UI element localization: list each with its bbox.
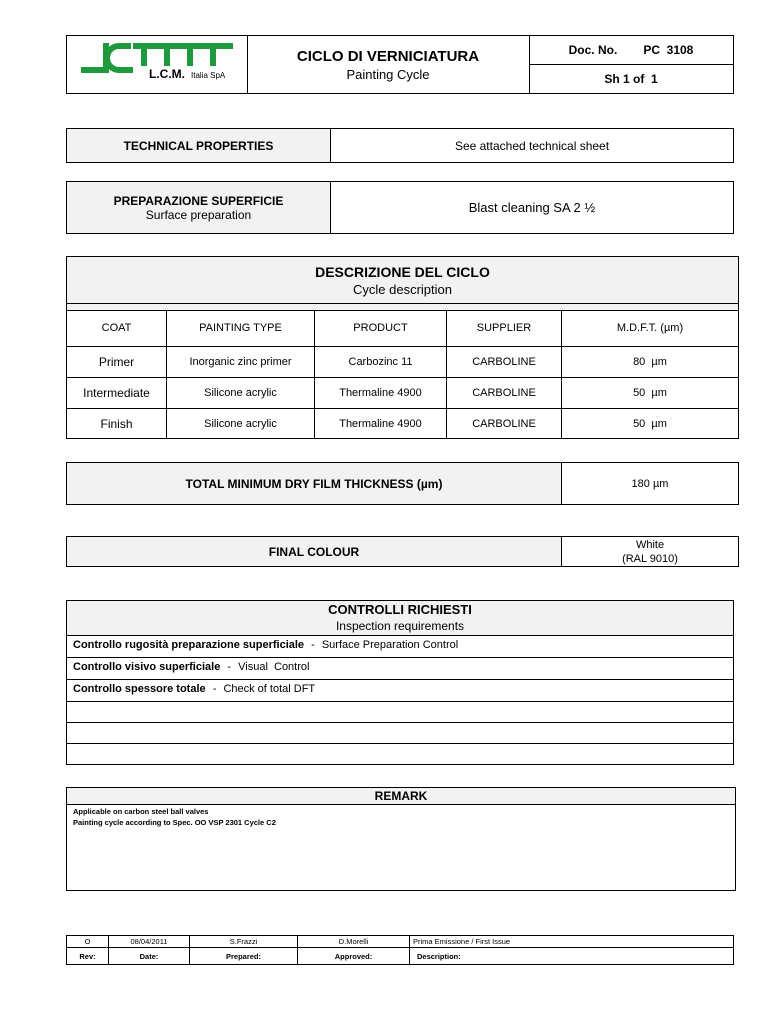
inspection-item-en: Visual Control [238,661,310,673]
inspection-item-en: Surface Preparation Control [321,639,459,651]
technical-properties-row [66,128,734,163]
surface-preparation-value: Blast cleaning SA 2 ½ [468,200,596,215]
inspection-header [67,601,733,635]
final-colour-label: FINAL COLOUR [67,537,561,566]
logo-text: L.C.M. [149,67,185,81]
table-row-mdft: 80 µm [633,356,667,368]
remark-line: Painting cycle according to Spec. OO VSP 2301 Cycle C2 [73,818,276,827]
table-row-product: Thermaline 4900 [339,387,422,399]
document-title: CICLO DI VERNICIATURA [296,47,480,65]
cycle-header [67,257,738,303]
technical-properties-label: TECHNICAL PROPERTIES [67,129,330,162]
revision-label-prepared: Prepared: [225,951,261,961]
inspection-item-en: Check of total DFT [223,683,316,695]
table-row-product: Carbozinc 11 [348,356,413,368]
surface-preparation-label-it: PREPARAZIONE SUPERFICIE [113,193,284,208]
table-row-mdft: 50 µm [633,387,667,399]
technical-properties-value-text: See attached technical sheet [454,138,610,153]
company-logo [67,36,247,93]
row-divider [67,657,733,658]
row-divider [67,722,733,723]
column-header-supplier: SUPPLIER [476,322,532,334]
row-divider [67,701,733,702]
column-header-mdft: M.D.F.T. (µm) [616,322,684,334]
row-divider [67,679,733,680]
inspection-item-separator: - [212,683,217,695]
inspection-item-it: Controllo visivo superficiale [73,661,221,673]
cycle-subtitle: Cycle description [353,281,452,297]
list-item [73,683,315,695]
remark-line: Applicable on carbon steel ball valves [73,807,209,816]
total-dft-row [66,462,739,505]
cycle-title: DESCRIZIONE DEL CICLO [315,263,490,280]
column-header-product: PRODUCT [353,322,408,334]
revision-label-description: Description: [417,951,461,961]
document-header [66,35,734,94]
column-header-coat: COAT [101,322,132,334]
final-colour-row [66,536,739,567]
table-row-coat: Finish [100,416,133,431]
final-colour-value [562,537,738,566]
table-row-supplier: CARBOLINE [472,387,536,399]
table-row-mdft: 50 µm [633,417,667,430]
inspection-item-separator: - [311,639,315,651]
revision-label-rev: Rev: [79,951,96,961]
revision-prepared: S.Frazzi [229,937,258,946]
table-row-type: Silicone acrylic [204,387,277,399]
document-subtitle: Painting Cycle [346,66,430,82]
column-divider [409,936,410,964]
table-row-supplier: CARBOLINE [472,417,536,430]
surface-preparation-label-en: Surface preparation [145,207,252,222]
surface-preparation-row [66,181,734,234]
table-row-type: Silicone acrylic [204,417,277,430]
list-item [73,639,458,651]
row-divider [67,635,733,636]
table-row-coat: Intermediate [83,386,150,400]
revision-table [66,935,734,965]
row-divider [67,743,733,744]
column-header-painting-type: PAINTING TYPE [199,322,282,334]
title-cell [247,36,529,93]
final-colour-name: White [635,538,665,551]
doc-number-cell [529,36,733,64]
lcm-logo-graphic [67,36,247,93]
table-row-product: Thermaline 4900 [339,417,422,430]
remark-title: REMARK [67,788,735,805]
final-colour-ral: (RAL 9010) [622,552,678,565]
revision-number: O [84,937,91,946]
technical-properties-value [331,129,733,162]
revision-label-approved: Approved: [334,951,373,961]
table-row-coat: Primer [98,355,135,369]
doc-number-value: PC 3108 [643,43,694,57]
total-dft-value: 180 µm [631,477,669,490]
inspection-requirements-table [66,600,734,765]
list-item [73,661,309,673]
remark-box [66,787,736,891]
total-dft-label: TOTAL MINIMUM DRY FILM THICKNESS (µm) [67,463,561,504]
revision-approved: D.Morelli [338,937,369,946]
sheet-number: Sh 1 of 1 [604,71,658,86]
inspection-title: CONTROLLI RICHIESTI [328,602,472,617]
table-row-type: Inorganic zinc primer [189,356,292,368]
revision-description: Prima Emissione / First Issue [413,937,511,946]
revision-label-date: Date: [139,951,159,961]
inspection-item-it: Controllo rugosità preparazione superficiale [73,639,305,651]
inspection-item-separator: - [227,661,232,673]
logo-company: Italia SpA [191,71,226,80]
inspection-item-it: Controllo spessore totale [73,683,206,695]
doc-number-label: Doc. No. [568,43,618,57]
cycle-description-table [66,256,739,439]
revision-date: 08/04/2011 [130,937,168,946]
table-row-supplier: CARBOLINE [472,356,536,368]
inspection-subtitle: Inspection requirements [335,619,465,633]
surface-preparation-label-cell [67,182,330,233]
